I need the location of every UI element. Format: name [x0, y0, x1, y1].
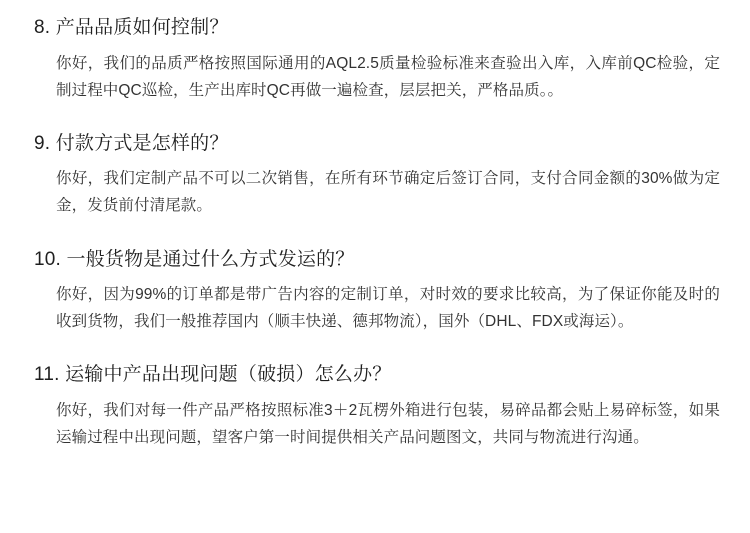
faq-question: 9. 付款方式是怎样的？: [34, 132, 229, 154]
faq-answer: 你好，我们对每一件产品严格按照标准3＋2瓦楞外箱进行包装，易碎品都会贴上易碎标签，如果运输过程中出现问题，望客户第一时间提供相关产品问题图文，共同与物流进行沟通。: [56, 401, 720, 447]
faq-item: [34, 246, 720, 336]
faq-item: [34, 130, 720, 220]
faq-answer: 你好，我们定制产品不可以二次销售，在所有环节确定后签订合同，支付合同金额的30%做为定金，发货前付清尾款。: [56, 170, 720, 215]
faq-question: 11. 运输中产品出现问题（破损）怎么办？: [34, 364, 392, 386]
faq-answer: 你好，因为99%的订单都是带广告内容的定制订单，对时效的要求比较高，为了保证你能及时的收到货物，我们一般推荐国内（顺丰快递、德邦物流），国外（DHL、FDX或海运）。: [56, 286, 720, 331]
faq-question: 8. 产品品质如何控制？: [34, 17, 229, 38]
faq-item: [34, 14, 720, 104]
faq-item: [34, 361, 720, 451]
faq-question: 10. 一般货物是通过什么方式发运的？: [34, 248, 355, 270]
faq-answer: 你好，我们的品质严格按照国际通用的AQL2.5质量检验标准来查验出入库，入库前QC检验，定制过程中QC巡检，生产出库时QC再做一遍检查，层层把关，严格品质。。: [56, 54, 720, 99]
